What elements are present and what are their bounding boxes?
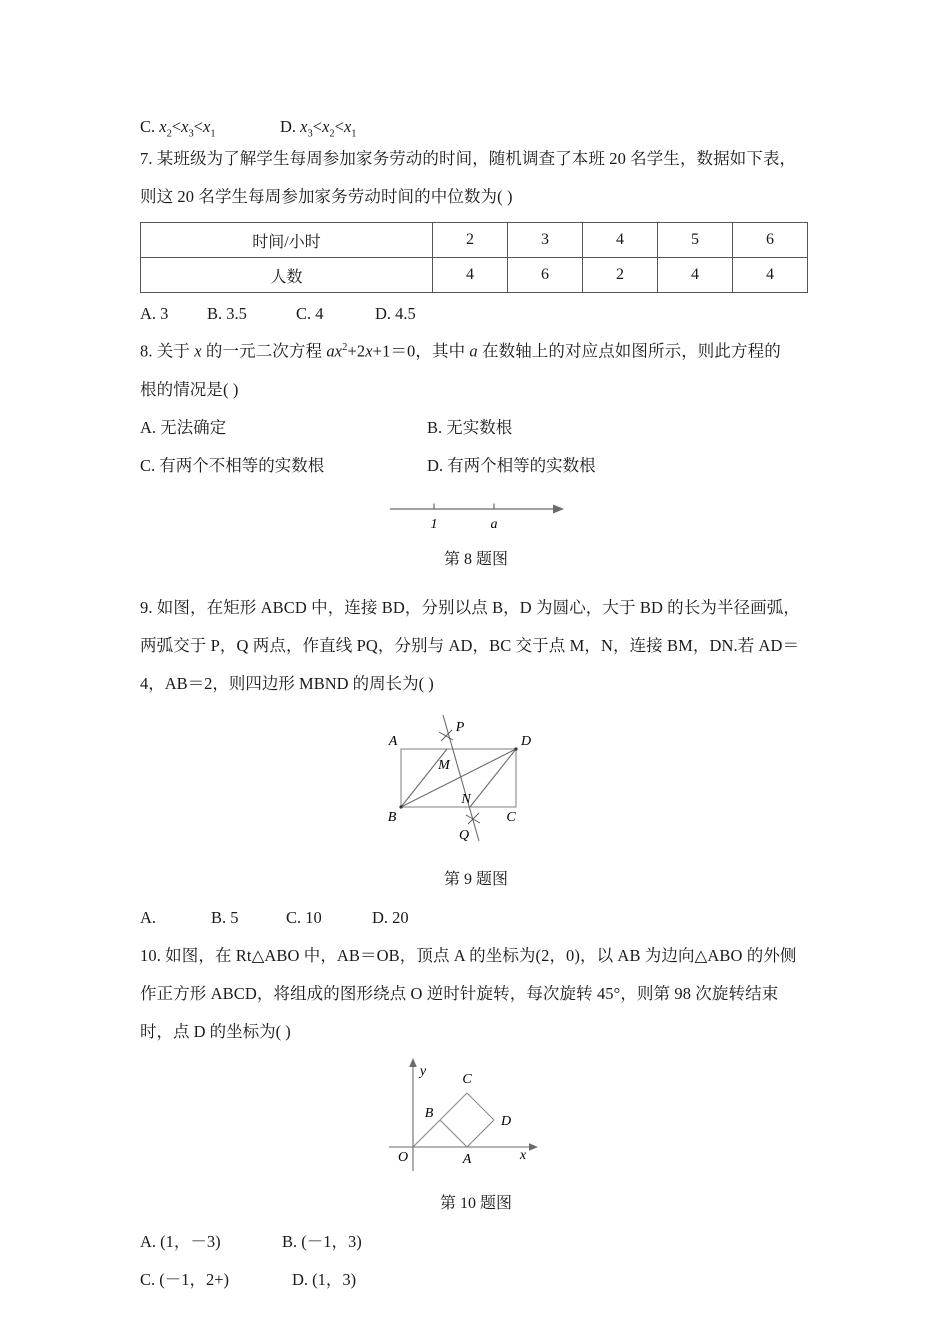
q8-option-a: A. 无法确定 xyxy=(140,417,227,437)
vertex-label-p: P xyxy=(455,719,465,735)
q8-line1: 8. 关于 x 的一元二次方程 $ax^2+2x+1=0$，其中 a 在数轴上的对应点如图所示，则此方程的 xyxy=(140,341,781,361)
hours-cell: 2 xyxy=(433,223,508,258)
q9-line2: 两弧交于 P，Q 两点，作直线 PQ，分别与 AD，BC 交于点 M，N，连接 BM，DN.若 AD＝ xyxy=(140,635,800,655)
count-cell: 2 xyxy=(583,258,658,293)
hours-cell: 4 xyxy=(583,223,658,258)
q9-option-a: A. xyxy=(140,907,157,927)
q6-options-row xyxy=(140,108,812,140)
count-cell: 4 xyxy=(733,258,808,293)
segment-bc xyxy=(440,1093,467,1120)
q8-line1-part-d: +1＝0，其中 xyxy=(372,341,470,361)
q6-option-d: D. $x_3<x_2<x_1$ xyxy=(280,117,357,140)
q6-option-d-prefix: D. xyxy=(280,117,301,136)
hours-cell: 3 xyxy=(508,223,583,258)
q9-option-c: C. 10 xyxy=(286,907,322,927)
q10-options-row-2 xyxy=(140,1261,812,1299)
q8-line1-part-e: 在数轴上的对应点如图所示，则此方程的 xyxy=(477,341,781,361)
q9-option-b: B. 5 xyxy=(211,907,239,927)
y-axis-arrow-icon xyxy=(409,1058,417,1067)
origin-label: O xyxy=(397,1149,409,1165)
table-row-counts xyxy=(141,258,808,293)
q7-line2: 则这 20 名学生每周参加家务劳动时间的中位数为( ) xyxy=(140,187,513,206)
q10-line3: 时，点 D 的坐标为( ) xyxy=(140,1021,291,1041)
vertex-label-a: A xyxy=(388,733,398,749)
q8-line2: 根的情况是( ) xyxy=(140,379,239,399)
segment-dn xyxy=(470,749,516,807)
q9-option-d: D. 20 xyxy=(372,907,409,927)
segment-da xyxy=(467,1120,494,1147)
vertex-label-b: B xyxy=(387,809,397,825)
vertex-label-m: M xyxy=(438,757,450,773)
q6-option-c: C. $x_2<x_3<x_1$ xyxy=(140,117,216,140)
q10-option-b: B. (－1，3) xyxy=(282,1231,362,1251)
q8-option-d: D. 有两个相等的实数根 xyxy=(427,455,596,475)
q7-option-c: C. 4 xyxy=(296,304,324,323)
q9-figure-caption: 第 9 题图 xyxy=(443,870,508,888)
q10-options-row-1 xyxy=(140,1223,812,1261)
count-cell: 4 xyxy=(658,258,733,293)
q8-option-c: C. 有两个不相等的实数根 xyxy=(140,455,325,475)
vertex-label-b: B xyxy=(424,1105,434,1121)
q8-line1-part-b: 的一元二次方程 xyxy=(201,341,327,361)
x-axis-arrow-icon xyxy=(529,1143,538,1151)
number-line-figure xyxy=(376,493,576,535)
segment-ob xyxy=(413,1120,440,1147)
table-row-hours xyxy=(141,223,808,258)
q6-option-c-prefix: C. xyxy=(140,117,160,136)
q8-option-b: B. 无实数根 xyxy=(427,417,513,437)
vertex-label-d: D xyxy=(500,1113,512,1129)
q8-options-row-1 xyxy=(140,409,812,447)
q9-line1: 9. 如图，在矩形 ABCD 中，连接 BD，分别以点 B，D 为圆心，大于 BD 的长为半径画弧， xyxy=(140,597,800,617)
q9-figure xyxy=(140,707,812,895)
q7-data-table xyxy=(140,222,808,293)
vertex-label-c: C xyxy=(462,1071,472,1087)
diagonal-bd xyxy=(401,749,516,807)
hours-cell: 5 xyxy=(658,223,733,258)
segment-cd xyxy=(467,1093,494,1120)
q7-option-d: D. 4.5 xyxy=(375,304,416,323)
row-label-hours: 时间/小时 xyxy=(141,223,433,258)
q9-options-row xyxy=(140,899,812,937)
tick-label-a: a xyxy=(490,516,498,532)
q7-line1: 7. 某班级为了解学生每周参加家务劳动的时间，随机调查了本班 20 名学生，数据如下表， xyxy=(140,149,797,168)
rectangle-bisector-figure xyxy=(371,707,581,857)
q7-option-a: A. 3 xyxy=(140,304,169,323)
vertex-label-n: N xyxy=(461,791,471,807)
count-cell: 6 xyxy=(508,258,583,293)
y-axis-label: y xyxy=(419,1063,427,1079)
vertex-label-q: Q xyxy=(458,827,470,843)
page-content xyxy=(140,108,812,1299)
x-axis-label: x xyxy=(519,1147,527,1163)
q7-options-row xyxy=(140,295,812,329)
vertex-label-a: A xyxy=(462,1151,472,1167)
q10-option-d: D. (1，3) xyxy=(292,1269,357,1289)
q8-figure xyxy=(140,493,812,575)
q7-option-b: B. 3.5 xyxy=(207,304,247,323)
tick-label-one: 1 xyxy=(430,516,438,532)
q9-line3: 4，AB＝2，则四边形 MBND 的周长为( ) xyxy=(140,673,434,693)
vertex-dot-d xyxy=(514,747,517,750)
q10-option-a: A. (1，－3) xyxy=(140,1231,221,1251)
q10-line2: 作正方形 ABCD，将组成的图形绕点 O 逆时针旋转，每次旋转 45°，则第 98 次旋转结束 xyxy=(140,983,779,1003)
axis-arrow-icon xyxy=(553,504,564,513)
q8-line1-part-a: 8. 关于 xyxy=(140,341,195,361)
row-label-counts: 人数 xyxy=(141,258,433,293)
hours-cell: 6 xyxy=(733,223,808,258)
vertex-label-c: C xyxy=(506,809,516,825)
q8-figure-caption: 第 8 题图 xyxy=(443,550,508,568)
q10-line1: 10. 如图，在 Rt△ABO 中，AB＝OB，顶点 A 的坐标为(2，0)，以 AB 为边向△ABO 的外侧 xyxy=(140,945,797,965)
count-cell: 4 xyxy=(433,258,508,293)
coordinate-square-figure xyxy=(371,1053,581,1183)
q8-line1-part-c: +2 xyxy=(347,341,366,361)
vertex-label-d: D xyxy=(520,733,532,749)
q10-figure-caption: 第 10 题图 xyxy=(439,1194,512,1212)
segment-ba xyxy=(440,1120,467,1147)
q8-options-row-2 xyxy=(140,447,812,485)
q10-option-c: C. (－1，2+) xyxy=(140,1269,230,1289)
q10-figure xyxy=(140,1053,812,1219)
vertex-dot-b xyxy=(399,805,402,808)
